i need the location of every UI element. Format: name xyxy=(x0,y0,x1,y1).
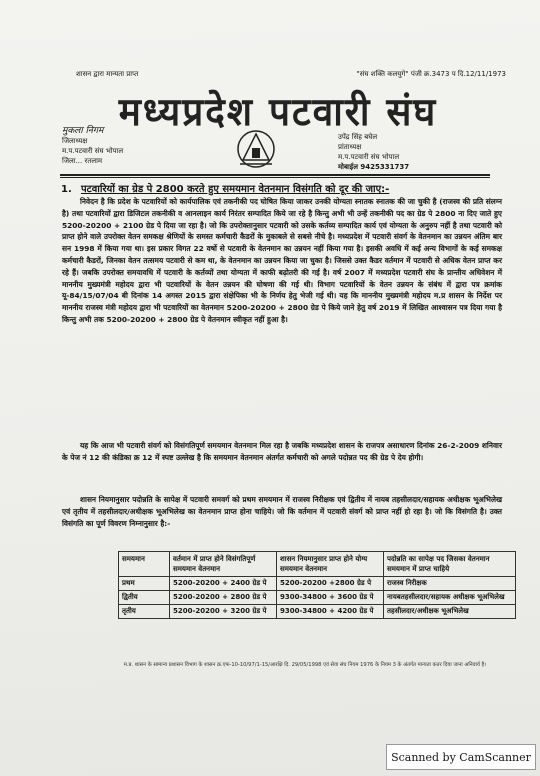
table-cell: 5200-20200 +2800 ग्रेड पे xyxy=(277,577,384,591)
table-cell: 9300-34800 + 4200 ग्रेड पे xyxy=(277,605,384,619)
heading-text: पटवारियों का ग्रेड पे 2800 करते हुए समयमान वेतनमान विसंगति को दूर की जाए:- xyxy=(81,184,390,195)
body-paragraph-1 xyxy=(62,196,502,326)
header-divider xyxy=(60,174,490,176)
pay-scale-table xyxy=(118,551,516,619)
body-paragraph-3 xyxy=(62,494,502,529)
right-role: प्रांताध्यक्ष xyxy=(338,143,362,151)
table-cell: तृतीय xyxy=(119,605,170,619)
table-cell: 5200-20200 + 3200 ग्रेड पे xyxy=(170,605,277,619)
column-header: वर्तमान में प्राप्त होने विसंगतिपूर्ण समयमान वेतनमान xyxy=(170,552,277,577)
left-name: मुकला निगम xyxy=(62,126,104,136)
registration-line xyxy=(76,70,506,79)
column-header: पदोन्नति का सापेक्ष पद जिसका वेतनमान समयमान में प्राप्त चाहिये xyxy=(384,552,516,577)
left-role: जिलाध्यक्ष xyxy=(62,137,88,145)
table-cell: 5200-20200 + 2400 ग्रेड पे xyxy=(170,577,277,591)
table-cell: तहसीलदार/अधीक्षक भूअभिलेख xyxy=(384,605,516,619)
paragraph-text: शासन नियमानुसार पदोन्नति के सापेक्ष में पटवारी समवर्ग को प्रथम समयमान में राजस्व निरीक्षक एवं द्वितीय में नायब तहसीलदार/सहायक अधीक्षक भूअभिलेख एवं तृतीय में तहसीलदार/अधीक्षक भूअभिलेख का वेतनमान प्राप्त होना चाहिये। जो कि वर्तमान में पटवारी संवर्ग को प्राप्त नहीं हो रहा है। जो कि विसंगति है। उक्त विसंगति का पूर्ण विवरण निम्नानुसार है:- xyxy=(62,495,502,528)
table-cell: राजस्व निरीक्षक xyxy=(384,577,516,591)
left-district: जिला... रतलाम xyxy=(62,157,103,165)
header-divider-thin xyxy=(60,177,490,178)
left-org: म.प.पटवारी संघ भोपाल xyxy=(62,147,124,155)
scanner-watermark: Scanned by CamScanner xyxy=(386,744,536,770)
column-header: समयमान xyxy=(119,552,170,577)
seal-emblem-icon xyxy=(236,128,276,170)
paragraph-text: निवेदन है कि प्रदेश के पटवारियों को कार्यपालिक एवं तकनीकी पद घोषित किया जाकर उनकी योग्यता स्नातक स्नातक की जा चुकी है (राजस्व की प्रति संलग्न है) तथा पटवारियों द्वारा डिजिटल तकनीकी व आनलाइन कार्य निरंतर सम्पादित किये जा रहे है किन्तु अभी भी उन्हें तकनीकी पद का ग्रेड पे 2800 ना दिए जाते हुए 5200-20200 + 2100 ग्रेड पे दिया जा रहा है। जो कि उपरोक्तानुसार पटवारी को उसके कर्तव्य सम्पादित कार्य एवं योग्यता के अनुरुप नहीं है तथा पटवारी को प्राप्त होने वाले उपरोक्त वेतन समकक्ष श्रेणियों के समस्त कर्मचारी कैडरों के मुकाबले से सबसे नीचे है। मध्यप्रदेश में पटवारी संवर्ग के वेतनमान का उन्नयन अंतिम बार सन 1998 में किया गया था। इस प्रकार विगत 22 वर्षो से पटवारी के वेतनमान का उन्नयन नहीं किया गया है। इसकी अवधि में कई अन्य विभागों के कई समकक्ष कर्मचारी कैडरों, जिनका वेतन तत्समय पटवारी से कम था, के वेतनमान का उन्नयन किया जा चुका है। जिससे उक्त कैडर वर्तमान में पटवारी से अधिक वेतन प्राप्त कर रहे हैं। जबकि उपरोक्त समयावधि में पटवारी के कर्तव्यों तथा योग्यता में काफी बढ़ोतरी की गई है। वर्ष 2007 में मध्यप्रदेश पटवारी संघ के प्रान्तीय अधिवेशन में माननीय मुख्यमंत्री महोदय द्वारा भी पटवारियों के वेतन उन्नयन की घोषणा की गई थी। विभाग पटवारियों के वेतन उन्नयन के संबंध में द्वारा पत्र क्रमांक यू-84/15/07/04 बी दिनांक 14 अगस्त 2015 द्वारा संक्षेपिका भी के निर्णय हेतु भेजी गई थी। यह कि माननीय मुख्यमंत्री महोदय म.प्र शासन के निर्देश पर माननीय राजस्व मंत्री महोदय द्वारा भी पटवारियों का वेतनमान 5200-20200 + 2800 ग्रेड पे किये जाने हेतु वर्ष 2019 में लिखित आश्वासन पत्र दिया गया है किन्तु अभी तक 5200-20200 + 2800 ग्रेड पे वेतनमान स्वीकृत नहीं हुआ है। xyxy=(62,197,502,324)
table-row xyxy=(119,605,516,619)
table-header-row xyxy=(119,552,516,577)
right-name: उपेंद्र सिंह बघेल xyxy=(338,133,378,141)
footer-note: म.प्र. शासन के सामान्य प्रशासन विभाग के शासन क्र.एफ-10-10/97/1-15/आरक्षि दि. 29/05/1998 एवं सेवा संघ नियम 1976 के नियम 3 के अंतर्गत मान्यता कतर दिया जाना अनिवार्य है। xyxy=(123,662,487,668)
table-row xyxy=(119,591,516,605)
table-cell: द्वितीय xyxy=(119,591,170,605)
right-mobile: मोबाईल 9425331737 xyxy=(338,163,410,171)
organization-masthead: मध्यप्रदेश पटवारी संघ xyxy=(118,88,438,135)
table-cell: 9300-34800 + 3600 ग्रेड पे xyxy=(277,591,384,605)
heading-number: 1. xyxy=(61,184,72,195)
right-office-bearer xyxy=(338,132,409,172)
column-header: शासन नियमानुसार प्राप्त होने योग्य समयमान वेतनमान xyxy=(277,552,384,577)
table-cell: प्रथम xyxy=(119,577,170,591)
section-heading xyxy=(61,181,501,195)
body-paragraph-2 xyxy=(62,440,502,464)
left-office-bearer xyxy=(62,126,123,166)
right-org: म.प.पटवारी संघ भोपाल xyxy=(338,153,400,161)
paragraph-text: यह कि आज भी पटवारी संवर्ग को विसंगतिपूर्ण समयमान वेतनमान मिल रहा है जबकि मध्यप्रदेश शासन के राजपत्र असाधारण दिनांक 26-2-2009 शनिवार के पेज नं 12 की कंडिका क्र 12 में स्पष्ट उल्लेख है कि समयमान वेतनमान अंतर्गत कर्मचारी को अगले पदोन्नत पद की ग्रेड पे देय होगी। xyxy=(62,441,502,462)
table-cell: 5200-20200 + 2800 ग्रेड पे xyxy=(170,591,277,605)
registration-text: "संघ शक्ति कलयुगे" पंजी क्र.3473 प दि.12/11/1973 xyxy=(356,70,506,78)
recognition-text: शासन द्वारा मान्यता प्राप्त xyxy=(76,70,139,78)
table-cell: नायबतहसीलदार/सहायक अधीक्षक भूअभिलेख xyxy=(384,591,516,605)
table-row xyxy=(119,577,516,591)
